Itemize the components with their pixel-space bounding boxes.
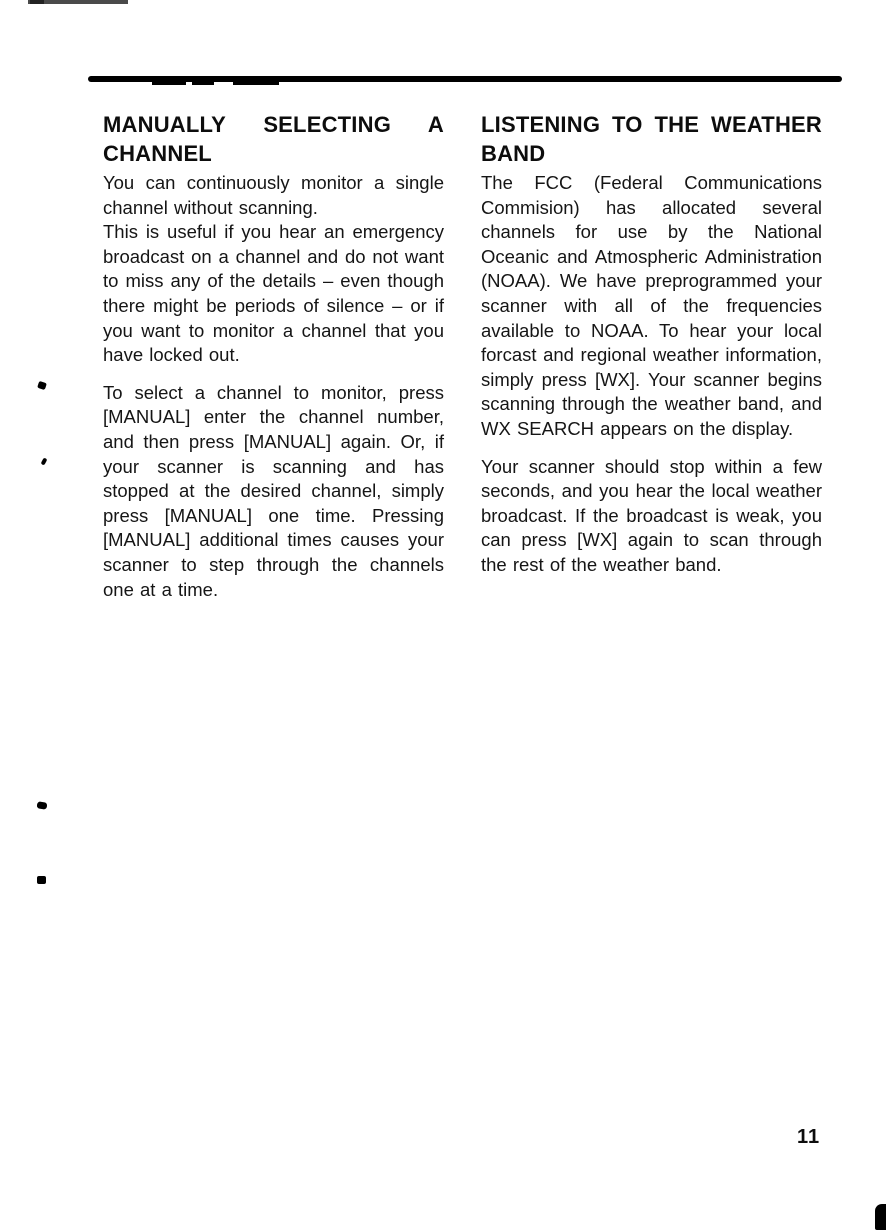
right-column-body <box>481 171 822 578</box>
right-column <box>481 110 822 578</box>
left-column-body <box>103 171 444 602</box>
margin-dot <box>36 801 47 810</box>
scan-artifact-rule-dash <box>152 82 186 85</box>
paragraph: To select a channel to monitor, press [MANUAL] enter the channel number, and then press [MANUAL] again. Or, if your scanner is scanning and has stopped at the desired channel, simply press [MANUAL] one time. Pressing [MANUAL] additional times causes your scanner to step through the channels one at a time. <box>103 381 444 600</box>
paragraph-gap <box>481 442 822 455</box>
left-section-heading <box>103 110 444 168</box>
page-number: 11 <box>797 1126 821 1148</box>
scan-artifact-rule-dash <box>192 82 214 85</box>
right-section-heading <box>481 110 822 168</box>
scan-artifact-dark-chunk <box>30 0 44 4</box>
paragraph: The FCC (Federal Communications Commision) has allocated several channels for use by the National Oceanic and Atmospheric Administration (NOAA). We have preprogrammed your scanner with all of the frequencies available to NOAA. To hear your local forcast and regional weather information, simply press [WX]. Your scanner begins scanning through the weather band, and WX SEARCH appears on the display. <box>481 172 822 439</box>
paragraph: This is useful if you hear an emergency broadcast on a channel and do not want to miss any of the details – even though there might be periods of silence – or if you want to monitor a channel that you have locked out. <box>103 221 444 366</box>
right-section-heading-line2: BAND <box>481 141 546 166</box>
margin-dot <box>37 876 46 884</box>
paragraph-gap <box>103 368 444 381</box>
corner-ink-blob <box>875 1204 886 1230</box>
paragraph: Your scanner should stop within a few seconds, and you hear the local weather broadcast. If the broadcast is weak, you can press [WX] again to scan through the rest of the weather band. <box>481 455 822 575</box>
scan-artifact-top-edge <box>28 0 128 4</box>
left-section-heading-line2: CHANNEL <box>103 141 212 166</box>
left-column <box>103 110 444 602</box>
scan-artifact-rule-dash <box>233 82 279 85</box>
margin-dot <box>37 381 47 390</box>
paragraph: You can continuously monitor a single channel without scanning. <box>103 172 444 218</box>
right-section-heading-line1: LISTENING TO THE WEATHER <box>481 112 822 137</box>
margin-dot <box>41 457 48 465</box>
left-section-heading-line1: MANUALLY SELECTING A <box>103 112 444 137</box>
